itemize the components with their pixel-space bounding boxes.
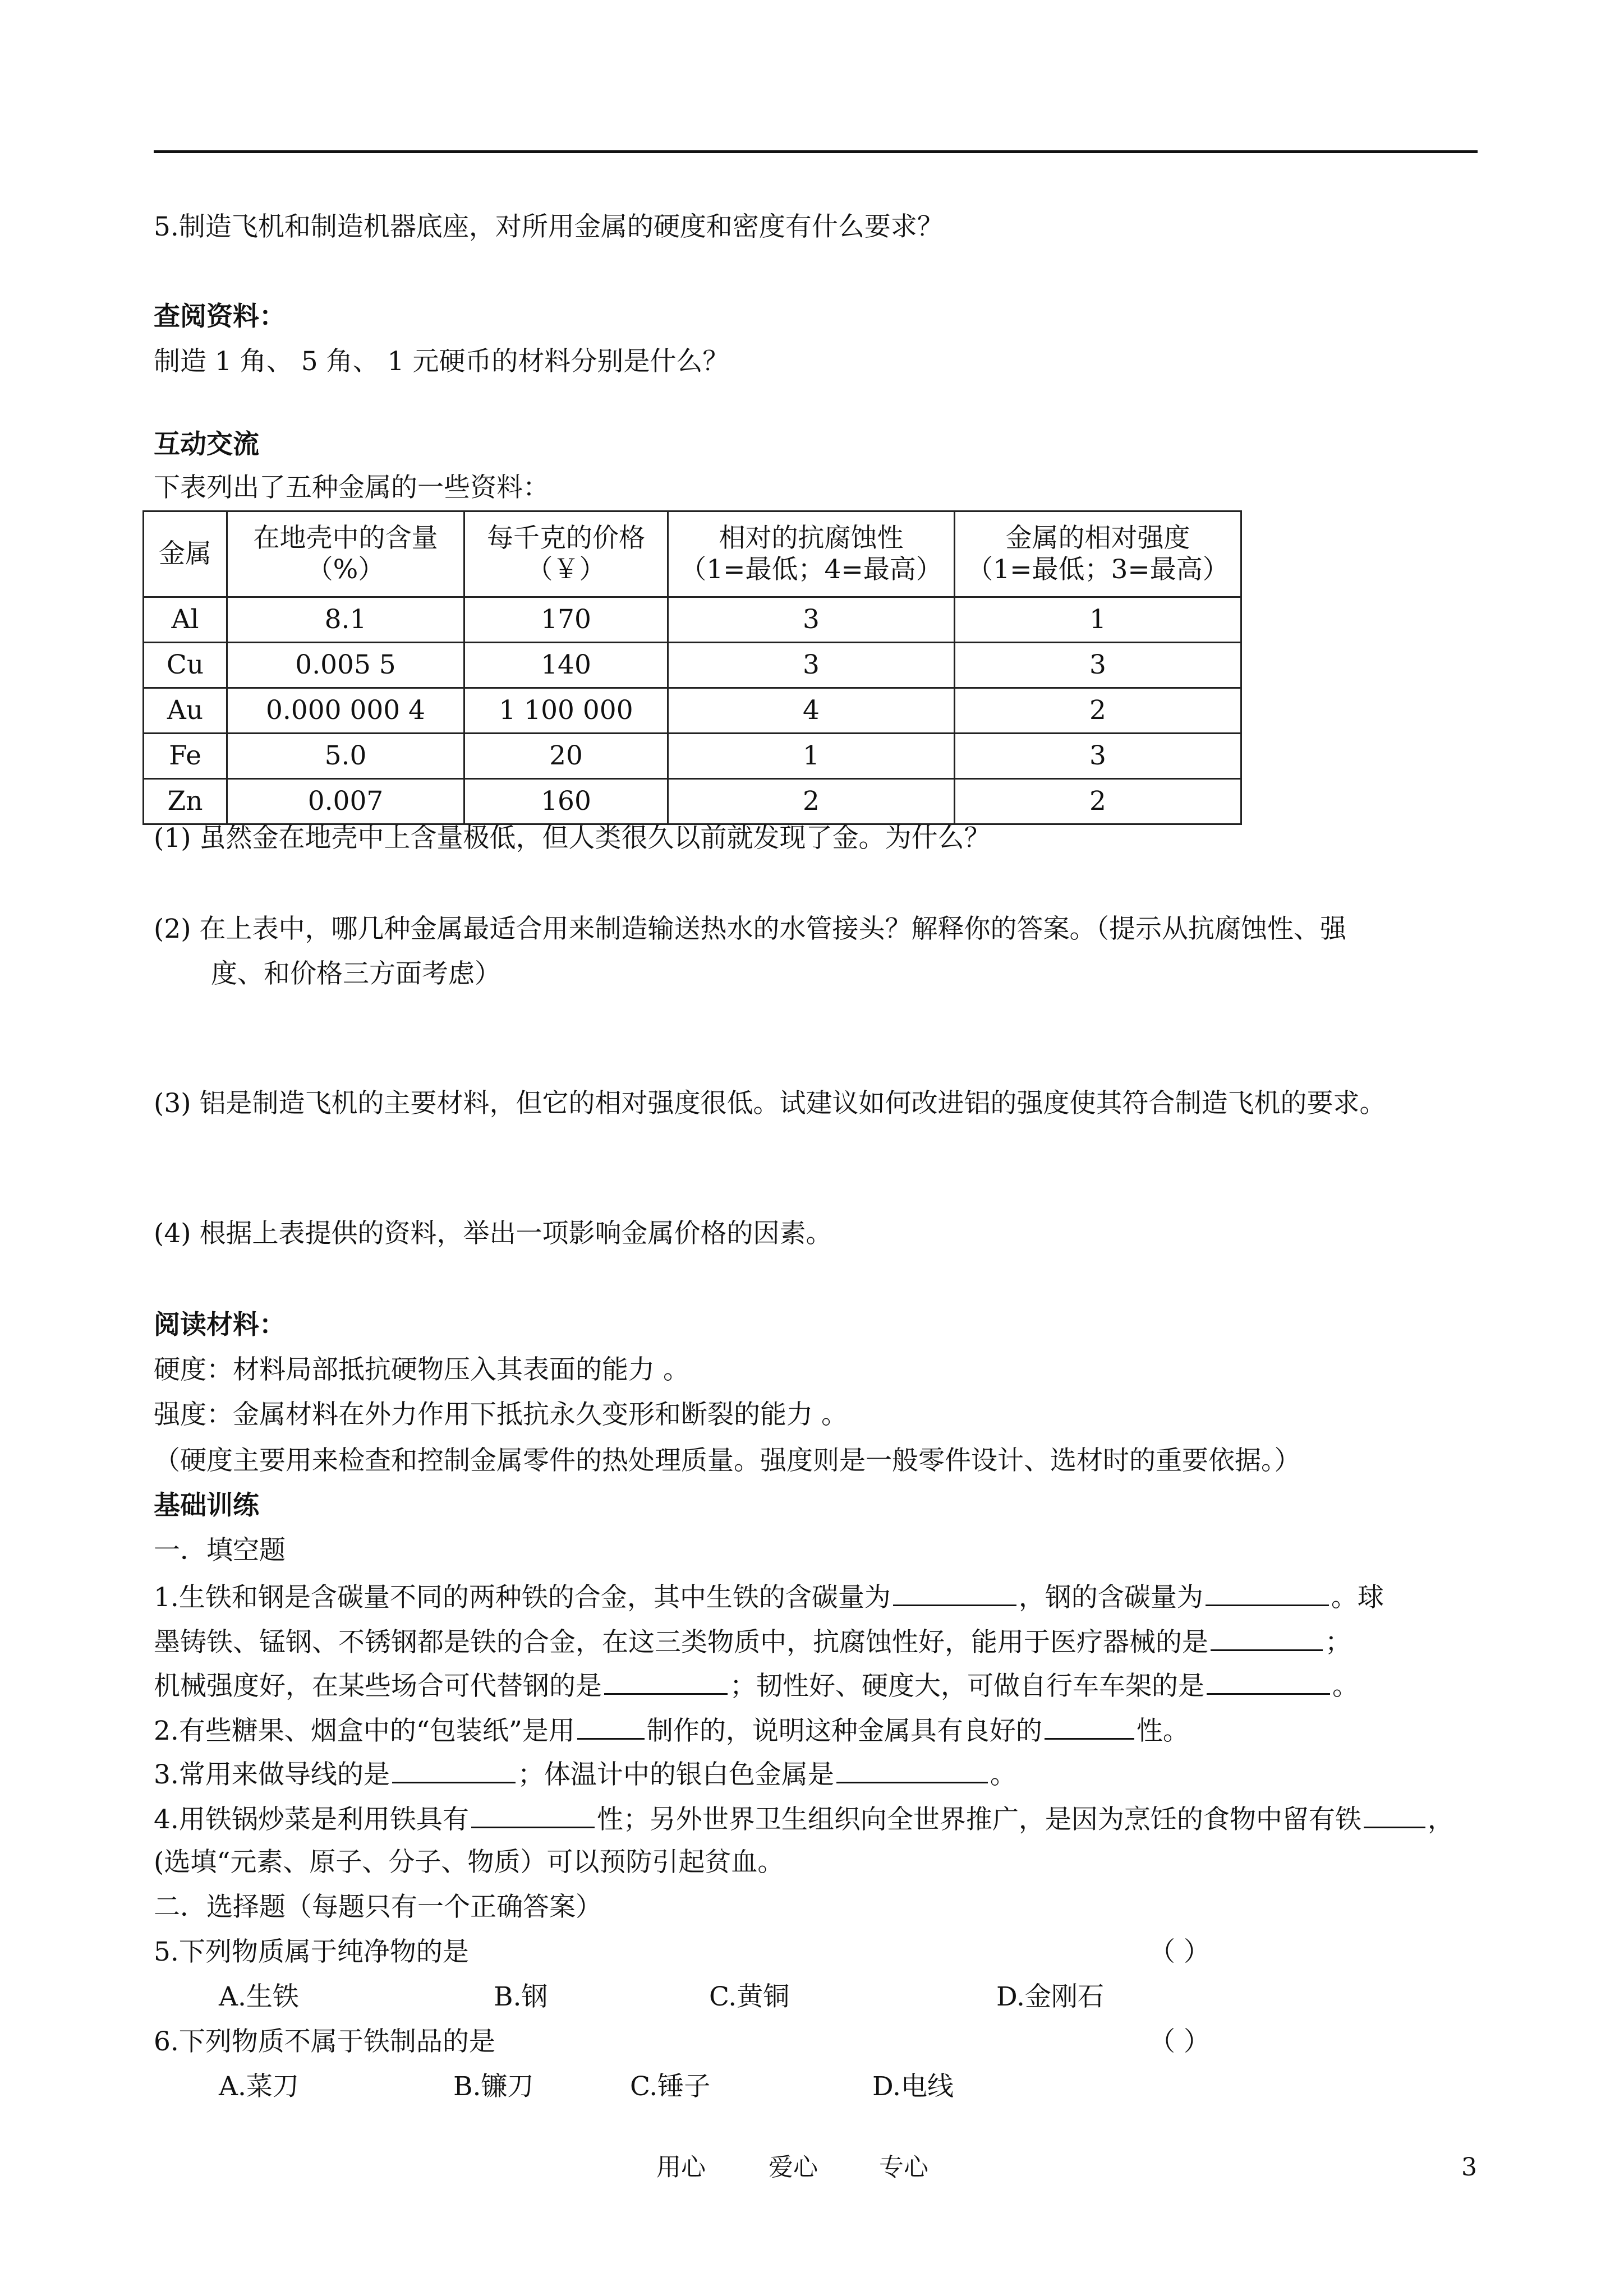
reading-heading: 阅读材料： (154, 1310, 286, 1340)
interact-q4: (4) 根据上表提供的资料，举出一项影响金属价格的因素。 (154, 1218, 832, 1249)
table-cell: 1 (955, 597, 1241, 643)
metals-table (142, 510, 1242, 825)
answer-blank[interactable] (577, 1712, 645, 1740)
text: 1.生铁和钢是含碳量不同的两种铁的合金，其中生铁的含碳量为 (154, 1582, 891, 1613)
text: 机械强度好，在某些场合可代替钢的是 (154, 1671, 602, 1702)
choice-q5-option-c[interactable]: C.黄铜 (709, 1981, 790, 2012)
text: 4.用铁锅炒菜是利用铁具有 (154, 1804, 469, 1835)
choice-q6: 6.下列物质不属于铁制品的是 (154, 2026, 495, 2057)
table-cell: 1 100 000 (464, 688, 668, 734)
answer-blank[interactable] (893, 1579, 1016, 1606)
header-cell: 相对的抗腐蚀性 （1=最低；4=最高） (668, 511, 955, 597)
fill-q2 (154, 1712, 1189, 1748)
table-cell: 140 (464, 643, 668, 688)
choice-q6-option-b[interactable]: B.镰刀 (453, 2071, 534, 2102)
header-cell: 在地壳中的含量 （%） (227, 511, 464, 597)
fill-q1-line2 (154, 1624, 1351, 1659)
text: ， (1427, 1804, 1454, 1835)
header-cell: 每千克的价格 （￥） (464, 511, 668, 597)
answer-blank[interactable] (471, 1801, 595, 1828)
text: 3.常用来做导线的是 (154, 1759, 390, 1790)
choice-q5-option-b[interactable]: B.钢 (494, 1981, 548, 2012)
choice-q6-answer-paren[interactable]: （ ） (1149, 2026, 1210, 2057)
choice-q6-option-a[interactable]: A.菜刀 (219, 2071, 299, 2102)
table-cell: 0.007 (227, 779, 464, 824)
question-5: 5.制造飞机和制造机器底座，对所用金属的硬度和密度有什么要求？ (154, 211, 944, 242)
table-header-row (144, 511, 1241, 597)
table-cell: 3 (668, 643, 955, 688)
table-row (144, 643, 1241, 688)
table-cell: 3 (955, 643, 1241, 688)
table-cell: 8.1 (227, 597, 464, 643)
interact-q3: (3) 铝是制造飞机的主要材料，但它的相对强度很低。试建议如何改进铝的强度使其符合制造飞机的要求。 (154, 1088, 1386, 1119)
header-cell: 金属的相对强度 （1=最低；3=最高） (955, 511, 1241, 597)
table-cell: 160 (464, 779, 668, 824)
text: 。 (990, 1759, 1016, 1790)
choice-q5-answer-paren[interactable]: （ ） (1149, 1937, 1210, 1967)
choice-heading: 二．选择题（每题只有一个正确答案） (154, 1892, 602, 1922)
footer-item: 用心 (656, 2153, 706, 2182)
table-cell: Cu (144, 643, 227, 688)
reading-strength: 强度：金属材料在外力作用下抵抗永久变形和断裂的能力 。 (154, 1399, 848, 1430)
text: 。 (1332, 1671, 1359, 1702)
fill-q4-line2: (选填“元素、原子、分子、物质）可以预防引起贫血。 (154, 1847, 784, 1878)
text: ；韧性好、硬度大，可做自行车车架的是 (730, 1671, 1204, 1702)
choice-q5-option-a[interactable]: A.生铁 (219, 1981, 299, 2012)
answer-blank[interactable] (604, 1667, 728, 1695)
table-cell: 2 (668, 779, 955, 824)
table-cell: Fe (144, 734, 227, 779)
table-row (144, 688, 1241, 734)
table-cell: Zn (144, 779, 227, 824)
text: ； (1325, 1627, 1351, 1658)
table-cell: 5.0 (227, 734, 464, 779)
fill-heading: 一．填空题 (154, 1535, 286, 1566)
table-cell: 3 (668, 597, 955, 643)
lookup-question: 制造 1 角、 5 角、 1 元硬币的材料分别是什么？ (154, 346, 729, 377)
table-cell: 4 (668, 688, 955, 734)
lookup-heading: 查阅资料： (154, 301, 286, 332)
table-cell: 170 (464, 597, 668, 643)
interact-q2-line1: (2) 在上表中，哪几种金属最适合用来制造输送热水的水管接头？解释你的答案。（提示从抗腐蚀性、强 (154, 914, 1347, 944)
text: 性。 (1136, 1716, 1189, 1746)
fill-q1-line1 (154, 1579, 1384, 1615)
fill-q1-line3 (154, 1667, 1359, 1703)
table-cell: Au (144, 688, 227, 734)
table-cell: Al (144, 597, 227, 643)
text: 性；另外世界卫生组织向全世界推广，是因为烹饪的食物中留有铁 (596, 1804, 1361, 1835)
answer-blank[interactable] (1206, 1579, 1329, 1606)
fill-q4-line1 (154, 1801, 1454, 1837)
choice-q5: 5.下列物质属于纯净物的是 (154, 1937, 469, 1967)
table-cell: 20 (464, 734, 668, 779)
answer-blank[interactable] (1045, 1712, 1134, 1740)
interact-q1: (1) 虽然金在地壳中上含量极低，但人类很久以前就发现了金。为什么？ (154, 823, 991, 854)
table-row (144, 597, 1241, 643)
answer-blank[interactable] (1211, 1624, 1323, 1651)
answer-blank[interactable] (1207, 1667, 1330, 1695)
table-cell: 2 (955, 688, 1241, 734)
table-cell: 0.005 5 (227, 643, 464, 688)
text: ；体温计中的银白色金属是 (517, 1759, 834, 1790)
text: 制作的，说明这种金属具有良好的 (646, 1716, 1042, 1746)
footer-item: 专心 (879, 2153, 928, 2182)
training-heading: 基础训练 (154, 1490, 259, 1521)
interact-heading: 互动交流 (154, 429, 259, 460)
text: 2.有些糖果、烟盒中的“包装纸”是用 (154, 1716, 575, 1746)
footer-item: 爱心 (769, 2153, 818, 2182)
answer-blank[interactable] (836, 1756, 988, 1783)
header-cell: 金属 (144, 511, 227, 597)
header-rule (154, 150, 1478, 153)
table-intro: 下表列出了五种金属的一些资料： (154, 472, 549, 503)
fill-q3 (154, 1756, 1016, 1792)
reading-hardness: 硬度：材料局部抵抗硬物压入其表面的能力 。 (154, 1354, 689, 1385)
interact-q2-line2: 度、和价格三方面考虑） (211, 958, 501, 989)
text: 。球 (1331, 1582, 1384, 1613)
table-row (144, 734, 1241, 779)
text: ，钢的含碳量为 (1018, 1582, 1203, 1613)
answer-blank[interactable] (1364, 1801, 1425, 1828)
table-cell: 3 (955, 734, 1241, 779)
table-cell: 1 (668, 734, 955, 779)
choice-q6-option-d[interactable]: D.电线 (872, 2071, 954, 2102)
table-row (144, 779, 1241, 824)
answer-blank[interactable] (392, 1756, 516, 1783)
reading-note: （硬度主要用来检查和控制金属零件的热处理质量。强度则是一般零件设计、选材时的重要依据。） (154, 1445, 1301, 1476)
choice-q6-option-c[interactable]: C.锤子 (630, 2071, 711, 2102)
choice-q5-option-d[interactable]: D.金刚石 (996, 1981, 1104, 2012)
table-cell: 2 (955, 779, 1241, 824)
text: 墨铸铁、锰钢、不锈钢都是铁的合金，在这三类物质中，抗腐蚀性好，能用于医疗器械的是 (154, 1627, 1208, 1658)
table-cell: 0.000 000 4 (227, 688, 464, 734)
page-number: 3 (1461, 2153, 1477, 2182)
